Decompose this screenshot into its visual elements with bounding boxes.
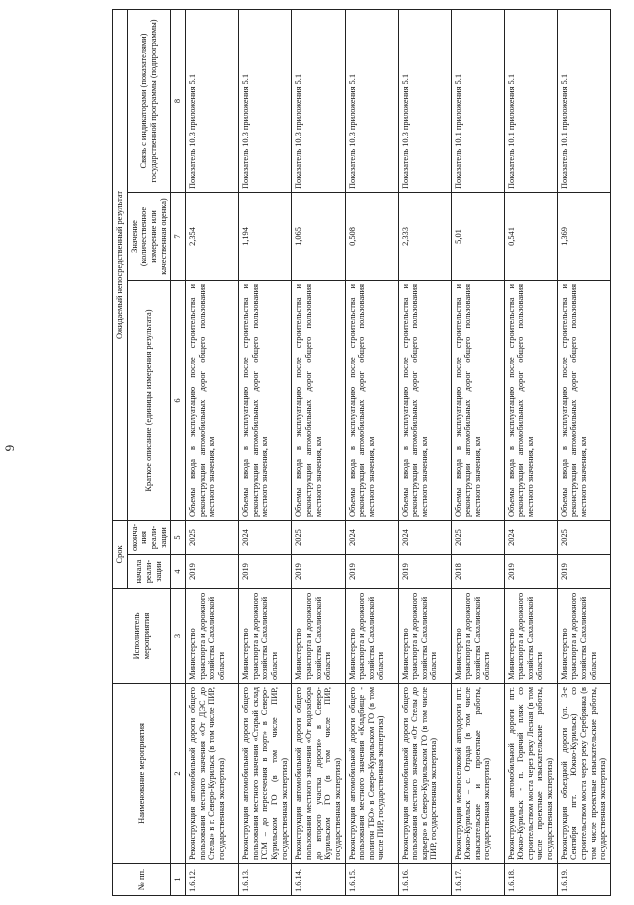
row-value: 2,333 bbox=[398, 193, 451, 281]
row-indicator-link: Показатель 10.3 приложения 5.1 bbox=[345, 9, 398, 192]
column-number: 7 bbox=[171, 193, 186, 281]
header-short-desc: Краткое описание (единицы измерения результата) bbox=[127, 281, 171, 521]
row-num: 1.6.16. bbox=[398, 864, 451, 896]
table-row bbox=[345, 9, 398, 895]
row-start-year: 2019 bbox=[292, 555, 345, 589]
row-start-year: 2019 bbox=[398, 555, 451, 589]
rotated-table-container bbox=[112, 10, 624, 896]
row-executor: Министерство транспорта и дорожного хозяйства Сахалинской области bbox=[185, 589, 238, 684]
header-num: № пп. bbox=[113, 864, 171, 896]
row-start-year: 2019 bbox=[345, 555, 398, 589]
column-number: 4 bbox=[171, 555, 186, 589]
column-number: 5 bbox=[171, 521, 186, 555]
header-name: Наименование мероприятия bbox=[113, 684, 171, 864]
row-indicator-link: Показатель 10.3 приложения 5.1 bbox=[398, 9, 451, 192]
row-end-year: 2025 bbox=[185, 521, 238, 555]
column-number: 8 bbox=[171, 9, 186, 192]
row-num: 1.6.15. bbox=[345, 864, 398, 896]
row-name: Реконструкция автомобильной дороги пгт. Южно-Курильск - п. Горячий пляж со строительством моста через реку Лесная (в том числе проектные изыскательские работы, государственная экспертиза) bbox=[504, 684, 557, 864]
row-value: 0,541 bbox=[504, 193, 557, 281]
row-description: Объемы ввода в эксплуатацию после строительства и реконструкции автомобильных дорог общего пользования местного значения, км bbox=[451, 281, 504, 521]
row-end-year: 2024 bbox=[345, 521, 398, 555]
row-num: 1.6.13. bbox=[238, 864, 291, 896]
row-start-year: 2019 bbox=[504, 555, 557, 589]
table-row bbox=[238, 9, 291, 895]
row-end-year: 2024 bbox=[504, 521, 557, 555]
row-executor: Министерство транспорта и дорожного хозяйства Сахалинской области bbox=[557, 589, 610, 684]
row-name: Реконструкция автомобильной дороги общего пользования местного значения «Старый склад ГСМ – до пересечения в порт» в Северо-Курильском ГО (в том числе ПИР, государственная экспертиза) bbox=[238, 684, 291, 864]
row-value: 1,369 bbox=[557, 193, 610, 281]
row-indicator-link: Показатель 10.3 приложения 5.1 bbox=[238, 9, 291, 192]
row-executor: Министерство транспорта и дорожного хозяйства Сахалинской области bbox=[398, 589, 451, 684]
row-value: 5,01 bbox=[451, 193, 504, 281]
row-value: 1,065 bbox=[292, 193, 345, 281]
row-name: Реконструкция автомобильной дороги общего пользования местного значения «Кладбище - полигон ТБО» в Северо-Курильском ГО (в том числе ПИР, государственная экспертиза) bbox=[345, 684, 398, 864]
header-term-end: оконча- ния реали- зации bbox=[127, 521, 171, 555]
row-executor: Министерство транспорта и дорожного хозяйства Сахалинской области bbox=[345, 589, 398, 684]
row-description: Объемы ввода в эксплуатацию после строительства и реконструкции автомобильных дорог общего пользования местного значения, км bbox=[345, 281, 398, 521]
row-description: Объемы ввода в эксплуатацию после строительства и реконструкции автомобильных дорог общего пользования местного значения, км bbox=[185, 281, 238, 521]
row-value: 0,508 bbox=[345, 193, 398, 281]
row-description: Объемы ввода в эксплуатацию после строительства и реконструкции автомобильных дорог общего пользования местного значения, км bbox=[292, 281, 345, 521]
row-end-year: 2025 bbox=[292, 521, 345, 555]
row-executor: Министерство транспорта и дорожного хозяйства Сахалинской области bbox=[292, 589, 345, 684]
row-description: Объемы ввода в эксплуатацию после строительства и реконструкции автомобильных дорог общего пользования местного значения, км bbox=[238, 281, 291, 521]
row-name: Реконструкция автомобильной дороги общего пользования местного значения «От Стелы до карьера» в Северо-Курильском ГО (в том числе ПИР, государственная экспертиза) bbox=[398, 684, 451, 864]
table-row bbox=[292, 9, 345, 895]
row-name: Реконструкция межпоселковой автодороги пгт. Южно-Курильск – с. Отрада (в том числе изыскательские и проектные работы, государственная экспертиза) bbox=[451, 684, 504, 864]
row-executor: Министерство транспорта и дорожного хозяйства Сахалинской области bbox=[238, 589, 291, 684]
table-row bbox=[504, 9, 557, 895]
row-num: 1.6.12. bbox=[185, 864, 238, 896]
row-start-year: 2019 bbox=[238, 555, 291, 589]
header-value: Значение (количественное измерение или качественная оценка) bbox=[127, 193, 171, 281]
column-number: 2 bbox=[171, 684, 186, 864]
table-row bbox=[185, 9, 238, 895]
row-name: Реконструкция автомобильной дороги общего пользования местного значения «От ДЭС до Стелы» в г. Северо-Курильск (в том числе ПИР, государственная экспертиза) bbox=[185, 684, 238, 864]
row-num: 1.6.14. bbox=[292, 864, 345, 896]
row-description: Объемы ввода в эксплуатацию после строительства и реконструкции автомобильных дорог общего пользования местного значения, км bbox=[557, 281, 610, 521]
measures-table bbox=[112, 9, 611, 896]
header-link: Связь с индикаторами (показателями) государственной программы (подпрограммы) bbox=[127, 9, 171, 192]
row-end-year: 2025 bbox=[451, 521, 504, 555]
table-row bbox=[398, 9, 451, 895]
row-executor: Министерство транспорта и дорожного хозяйства Сахалинской области bbox=[451, 589, 504, 684]
column-number: 3 bbox=[171, 589, 186, 684]
page-number: 6 bbox=[2, 444, 18, 452]
row-num: 1.6.18. bbox=[504, 864, 557, 896]
row-value: 1,194 bbox=[238, 193, 291, 281]
row-description: Объемы ввода в эксплуатацию после строительства и реконструкции автомобильных дорог общего пользования местного значения, км bbox=[398, 281, 451, 521]
row-indicator-link: Показатель 10.1 приложения 5.1 bbox=[451, 9, 504, 192]
row-name: Реконструкция объездной дороги (ул. 3-е Сентября пгт. Южно-Курильск) со строительством моста через реку Серебрянка (в том числе проектные изыскательские работы, государственная экспертиза) bbox=[557, 684, 610, 864]
row-num: 1.6.17. bbox=[451, 864, 504, 896]
header-term-start: начала реали- зации bbox=[127, 555, 171, 589]
row-indicator-link: Показатель 10.1 приложения 5.1 bbox=[504, 9, 557, 192]
row-indicator-link: Показатель 10.3 приложения 5.1 bbox=[185, 9, 238, 192]
row-indicator-link: Показатель 10.1 приложения 5.1 bbox=[557, 9, 610, 192]
row-end-year: 2024 bbox=[238, 521, 291, 555]
row-description: Объемы ввода в эксплуатацию после строительства и реконструкции автомобильных дорог общего пользования местного значения, км bbox=[504, 281, 557, 521]
row-indicator-link: Показатель 10.3 приложения 5.1 bbox=[292, 9, 345, 192]
row-end-year: 2025 bbox=[557, 521, 610, 555]
table-row bbox=[557, 9, 610, 895]
table-row bbox=[451, 9, 504, 895]
row-start-year: 2019 bbox=[557, 555, 610, 589]
row-num: 1.6.19. bbox=[557, 864, 610, 896]
header-term: Срок bbox=[113, 521, 128, 589]
header-expected: Ожидаемый непосредственный результат bbox=[113, 9, 128, 520]
column-numbers-row bbox=[171, 9, 186, 895]
row-name: Реконструкция автомобильной дороги общего пользования местного значения «От водозабора до второго участка дороги» в Северо-Курильском ГО (в том числе ПИР, государственная экспертиза) bbox=[292, 684, 345, 864]
column-number: 6 bbox=[171, 281, 186, 521]
row-start-year: 2018 bbox=[451, 555, 504, 589]
header-executor: Исполнитель мероприятия bbox=[113, 589, 171, 684]
row-start-year: 2019 bbox=[185, 555, 238, 589]
column-number: 1 bbox=[171, 864, 186, 896]
row-value: 2,354 bbox=[185, 193, 238, 281]
row-end-year: 2024 bbox=[398, 521, 451, 555]
row-executor: Министерство транспорта и дорожного хозяйства Сахалинской области bbox=[504, 589, 557, 684]
